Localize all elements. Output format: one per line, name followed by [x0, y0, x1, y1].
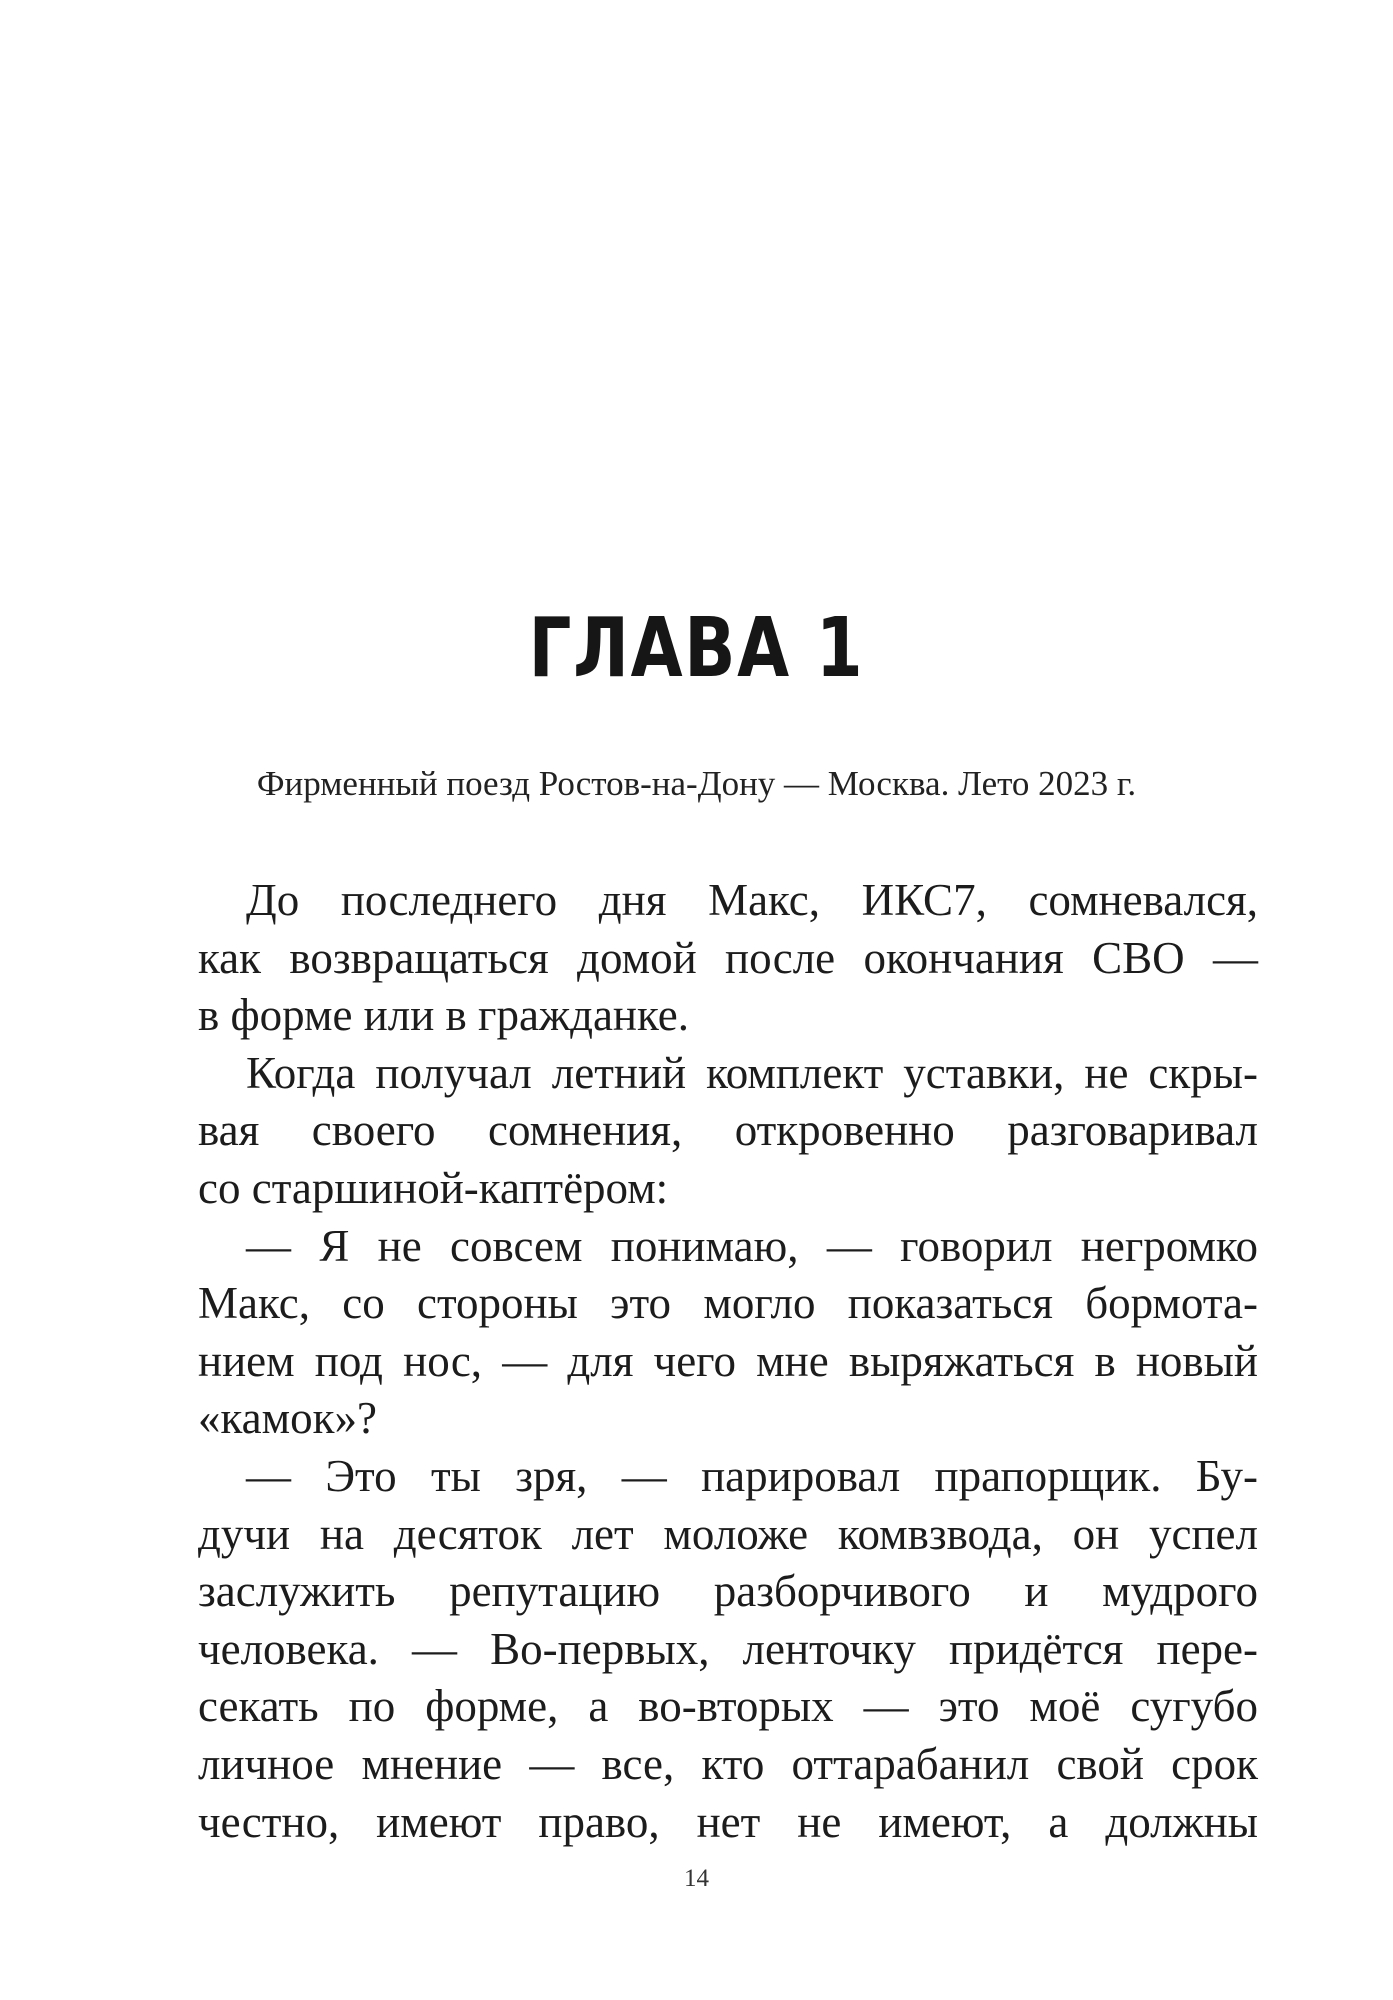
- text-line: — Это ты зря, — парировал прапорщик. Бу-: [246, 1450, 1258, 1501]
- text-line: человека. — Во-первых, ленточку придётся пере-: [198, 1623, 1258, 1674]
- text-line: вая своего сомнения, откровенно разговаривал: [198, 1105, 1258, 1156]
- text-line: в форме или в гражданке.: [198, 990, 689, 1041]
- text-line: секать по форме, а во-вторых — это моё сугубо: [198, 1681, 1258, 1732]
- chapter-subtitle: Фирменный поезд Ростов-на-Дону — Москва. Лето 2023 г.: [256, 764, 1137, 803]
- text-line: Когда получал летний комплект уставки, не скры-: [246, 1047, 1258, 1098]
- text-line: честно, имеют право, нет не имеют, а должны: [198, 1796, 1258, 1847]
- body-text: [198, 872, 1258, 1851]
- text-line: — Я не совсем понимаю, — говорил негромко: [246, 1220, 1258, 1271]
- text-line: «камок»?: [198, 1393, 377, 1444]
- text-line: как возвращаться домой после окончания СВО —: [198, 932, 1258, 983]
- text-line: До последнего дня Макс, ИКС7, сомневался,: [246, 875, 1258, 925]
- text-line: дучи на десяток лет моложе комвзвода, он успел: [198, 1508, 1258, 1559]
- text-line: заслужить репутацию разборчивого и мудрого: [198, 1566, 1258, 1617]
- text-line: со старшиной-каптёром:: [198, 1162, 669, 1213]
- page-number: 14: [684, 1865, 709, 1892]
- text-line: Макс, со стороны это могло показаться бормота-: [198, 1278, 1258, 1329]
- text-line: личное мнение — все, кто оттарабанил свой срок: [198, 1738, 1258, 1789]
- text-line: нием под нос, — для чего мне выряжаться в новый: [198, 1335, 1258, 1386]
- chapter-title: ГЛАВА 1: [528, 601, 865, 696]
